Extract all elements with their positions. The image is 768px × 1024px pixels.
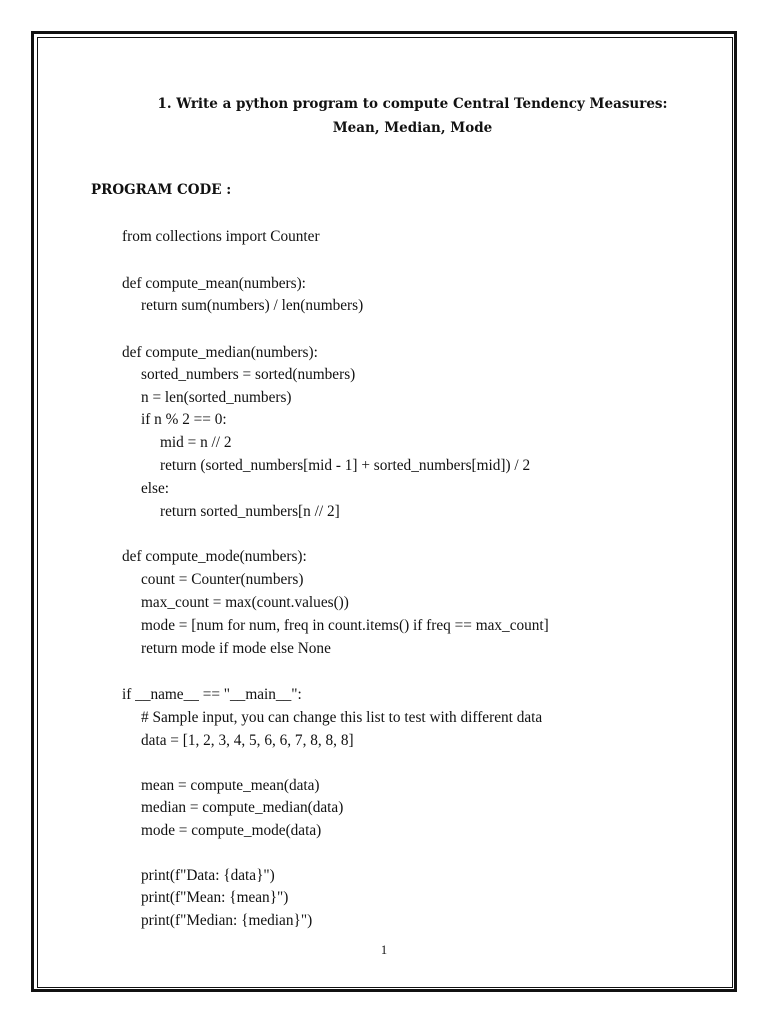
code-line: mode = [num for num, freq in count.items() if freq == max_count] <box>141 617 549 634</box>
page-number: 1 <box>380 943 388 957</box>
code-line: median = compute_median(data) <box>141 799 344 816</box>
code-line: return sum(numbers) / len(numbers) <box>141 297 364 314</box>
code-line: if __name__ == "__main__": <box>122 686 302 703</box>
code-line: data = [1, 2, 3, 4, 5, 6, 6, 7, 8, 8, 8] <box>141 732 354 749</box>
code-line: from collections import Counter <box>122 228 320 245</box>
code-line: sorted_numbers = sorted(numbers) <box>141 366 356 383</box>
heading-line-2: Mean, Median, Mode <box>332 120 493 136</box>
code-line: mean = compute_mean(data) <box>141 777 320 794</box>
code-line: max_count = max(count.values()) <box>141 594 349 611</box>
code-line: print(f"Data: {data}") <box>141 867 275 884</box>
code-line: n = len(sorted_numbers) <box>141 389 292 406</box>
heading-line-1: 1. Write a python program to compute Central Tendency Measures: <box>157 96 668 112</box>
code-line: if n % 2 == 0: <box>141 411 227 428</box>
code-line: def compute_mean(numbers): <box>122 275 306 292</box>
program-code-label: PROGRAM CODE : <box>91 182 232 198</box>
code-line: return (sorted_numbers[mid - 1] + sorted_numbers[mid]) / 2 <box>160 457 531 474</box>
code-line: mid = n // 2 <box>160 434 232 451</box>
code-line: def compute_mode(numbers): <box>122 548 307 565</box>
code-line: count = Counter(numbers) <box>141 571 304 588</box>
code-line: # Sample input, you can change this list to test with different data <box>141 709 543 726</box>
code-line: return mode if mode else None <box>141 640 331 657</box>
code-line: print(f"Mean: {mean}") <box>141 889 289 906</box>
code-line: mode = compute_mode(data) <box>141 822 322 839</box>
page-border-inner <box>37 37 733 988</box>
code-line: else: <box>141 480 170 497</box>
code-line: return sorted_numbers[n // 2] <box>160 503 340 520</box>
code-line: print(f"Median: {median}") <box>141 912 313 929</box>
code-line: def compute_median(numbers): <box>122 344 318 361</box>
question-heading <box>100 92 725 140</box>
